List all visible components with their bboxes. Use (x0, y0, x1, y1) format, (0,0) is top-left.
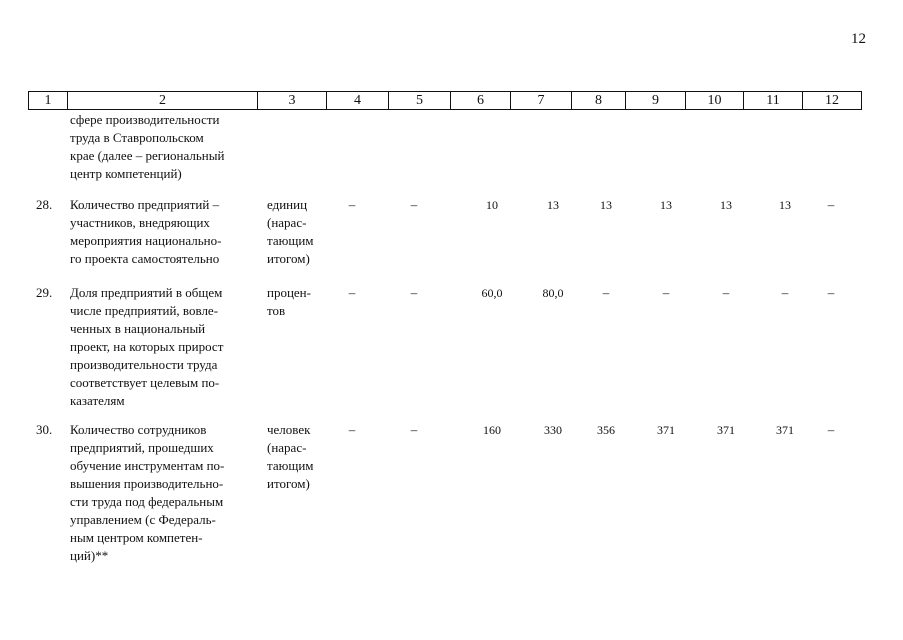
indicator-name-line: соответствует целевым по- (70, 375, 220, 390)
value-col-6: 160 (483, 423, 501, 437)
value-col-11: 371 (776, 423, 794, 437)
value-col-6: 10 (486, 198, 498, 212)
continuation-line: сфере производительности (70, 112, 220, 127)
value-col-7: 80,0 (542, 286, 564, 300)
value-col-4: – (348, 197, 356, 212)
unit-line: тающим (267, 233, 314, 248)
header-col-7: 7 (511, 92, 572, 109)
header-col-8: 8 (572, 92, 626, 109)
value-col-5: – (410, 197, 418, 212)
unit-line: итогом) (267, 251, 310, 266)
value-col-12: – (827, 285, 835, 300)
header-col-12: 12 (803, 92, 862, 109)
value-col-5: – (410, 422, 418, 437)
continuation-line: центр компетенций) (70, 166, 182, 181)
unit-line: тающим (267, 458, 314, 473)
indicator-name-line: проект, на которых прирост (70, 339, 224, 354)
indicator-name-line: числе предприятий, вовле- (70, 303, 219, 318)
value-col-10: 13 (720, 198, 732, 212)
value-col-7: 13 (547, 198, 559, 212)
header-col-3: 3 (258, 92, 327, 109)
value-col-10: 371 (717, 423, 735, 437)
indicator-name-line: производительности труда (70, 357, 218, 372)
header-col-6: 6 (451, 92, 511, 109)
indicator-name-line: Доля предприятий в общем (70, 285, 223, 300)
indicator-name-line: участников, внедряющих (70, 215, 210, 230)
indicator-name-line: мероприятия национально- (70, 233, 222, 248)
indicator-name-line: обучение инструментам по- (70, 458, 225, 473)
unit-of-measure (267, 284, 331, 320)
indicator-name (70, 284, 255, 410)
value-col-10: – (722, 285, 730, 300)
value-col-11: 13 (779, 198, 791, 212)
value-col-8: – (602, 285, 610, 300)
unit-line: (нарас- (267, 215, 307, 230)
value-col-8: 356 (597, 423, 615, 437)
continuation-text (70, 111, 255, 183)
indicator-name-line: го проекта самостоятельно (70, 251, 220, 266)
value-col-9: 371 (657, 423, 675, 437)
value-col-12: – (827, 422, 835, 437)
indicator-name (70, 421, 255, 565)
header-col-5: 5 (389, 92, 451, 109)
row-number: 28. (36, 197, 53, 212)
unit-line: процен- (267, 285, 311, 300)
value-col-4: – (348, 422, 356, 437)
value-col-9: 13 (660, 198, 672, 212)
header-col-10: 10 (686, 92, 744, 109)
value-col-6: 60,0 (481, 286, 503, 300)
indicator-name-line: ченных в национальный (70, 321, 206, 336)
indicator-name-line: ций)** (70, 548, 109, 563)
unit-of-measure (267, 421, 331, 493)
value-col-12: – (827, 197, 835, 212)
header-col-2: 2 (68, 92, 258, 109)
continuation-line: крае (далее – региональный (70, 148, 225, 163)
row-number: 30. (36, 422, 53, 437)
indicator-name-line: сти труда под федеральным (70, 494, 224, 509)
unit-of-measure (267, 196, 331, 268)
value-col-9: – (662, 285, 670, 300)
indicator-name-line: вышения производительно- (70, 476, 224, 491)
value-col-11: – (781, 285, 789, 300)
value-col-4: – (348, 285, 356, 300)
value-col-7: 330 (544, 423, 562, 437)
table-header (28, 91, 862, 110)
header-col-9: 9 (626, 92, 686, 109)
value-col-8: 13 (600, 198, 612, 212)
value-col-5: – (410, 285, 418, 300)
unit-line: (нарас- (267, 440, 307, 455)
unit-line: единиц (267, 197, 308, 212)
header-col-11: 11 (744, 92, 803, 109)
unit-line: тов (267, 303, 286, 318)
header-col-1: 1 (29, 92, 68, 109)
indicator-name-line: управлением (с Федераль- (70, 512, 216, 527)
indicator-name-line: казателям (70, 393, 125, 408)
indicator-name-line: ным центром компетен- (70, 530, 203, 545)
unit-line: человек (267, 422, 311, 437)
header-col-4: 4 (327, 92, 389, 109)
indicator-name (70, 196, 255, 268)
unit-line: итогом) (267, 476, 310, 491)
indicator-name-line: Количество сотрудников (70, 422, 207, 437)
indicator-name-line: Количество предприятий – (70, 197, 220, 212)
page-number: 12 (851, 31, 866, 47)
continuation-line: труда в Ставропольском (70, 130, 204, 145)
row-number: 29. (36, 285, 53, 300)
indicator-name-line: предприятий, прошедших (70, 440, 214, 455)
